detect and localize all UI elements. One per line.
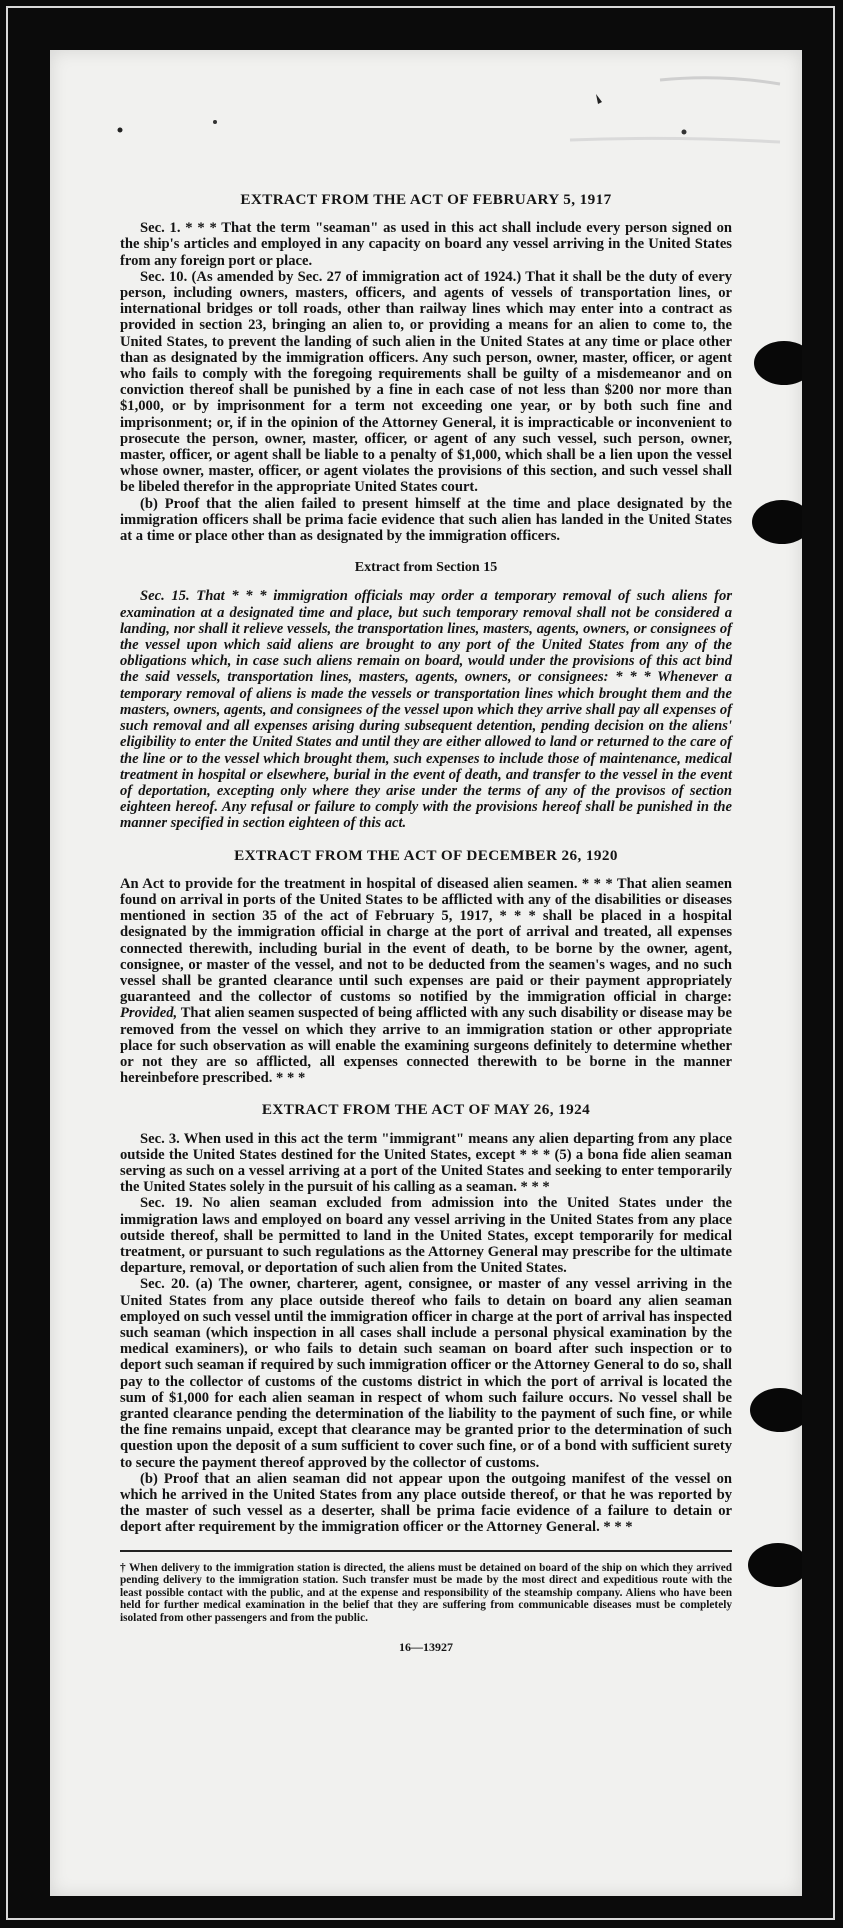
speck [118, 128, 123, 133]
document-page [50, 50, 802, 1896]
bleed-through [570, 138, 780, 142]
punch-hole [750, 1388, 802, 1432]
paragraph-act-1920-part-a: An Act to provide for the treatment in hospital of diseased alien seamen. * * * That alien seamen found on arrival in ports of the United States to be afflicted with any of the disabilities or diseases mentioned in section 35 of the act of February 5, 1917, * * * shall be placed in a hospital designated by the immigration official in charge at the port of arrival and treated, all expenses connected therewith, including burial in the event of death, to be borne by the owner, agent, consignee, or master of the vessel, and not to be deducted from the seamen's wages, and no such vessel shall be granted clearance until such expenses are paid or their payment appropriately guaranteed and the collector of customs so notified by the immigration official in charge: [120, 875, 732, 1006]
provided-clause: Provided, [120, 1005, 178, 1022]
speck [213, 120, 217, 124]
scan-frame [6, 6, 835, 1920]
paragraph-sec-1: Sec. 1. * * * That the term "seaman" as used in this act shall include every person signed on the ship's articles and employed in any capacity on board any vessel arriving in the United States from any foreign port or place. [120, 220, 732, 269]
paragraph-act-1920-part-b: That alien seamen suspected of being afflicted with any such disability or disease may be removed from the vessel on which they arrive to an immigration station or other appropriate place for such observation as will enable the examining surgeons definitely to determine whether or not they are so afflicted, all expenses connected therewith to be borne in the manner hereinbefore prescribed. * * * [120, 1005, 733, 1087]
paragraph-sec-19: Sec. 19. No alien seaman excluded from admission into the United States under the immigration laws and employed on board any vessel arriving in the United States from any place outside thereof, shall be permitted to land in the United States, except temporarily for medical treatment, or pursuant to such regulations as the Attorney General may prescribe for the ultimate departure, removal, or deportation of such alien from the United States. [120, 1195, 732, 1277]
paragraph-sec-20-b: (b) Proof that an alien seaman did not appear upon the outgoing manifest of the vessel on which he arrived in the United States from any place outside thereof, or that he was reported by the master of such vessel as a deserter, shall be prima facie evidence of a failure to detain or deport after requirement by the immigration officer or the Attorney General. * * * [120, 1470, 732, 1536]
speck [682, 130, 687, 135]
paragraph-sec-15: Sec. 15. That * * * immigration officials may order a temporary removal of such aliens for examination at a designated time and place, but such temporary removal shall not be considered a landing, nor shall it relieve vessels, the transportation lines, masters, agents, owners, or consignees of the vessel upon which said aliens are brought to any port of the United States from any of the obligations which, in case such aliens remain on board, would under the provisions of this act bind the said vessels, transportation lines, masters, agents, owners, or consignees: * * * Whenever a temporary removal of aliens is made the vessels or transportation lines which brought them and the masters, owners, agents, and consignees of the vessel upon which they arrive shall pay all expenses of such removal and all expenses arising during subsequent detention, pending decision on the aliens' eligibility to enter the United States and until they are either allowed to land or returned to the care of the line or to the vessel which brought them, such expenses to include those of maintenance, medical treatment in hospital or elsewhere, burial in the event of death, and transfer to the vessel in the event of deportation, excepting only where they arise under the terms of any of the provisos of section eighteen hereof. Any refusal or failure to comply with the provisions hereof shall be punished in the manner specified in section eighteen of this act. [120, 588, 732, 832]
paragraph-sec-3: Sec. 3. When used in this act the term "immigrant" means any alien departing from any place outside the United States destined for the United States, except * * * (5) a bona fide alien seaman serving as such on a vessel arriving at a port of the United States and seeking to enter temporarily the United States solely in the pursuit of his calling as a seaman. * * * [120, 1130, 732, 1196]
punch-hole [752, 500, 802, 544]
footnote: † When delivery to the immigration station is directed, the aliens must be detained on board of the ship on which they arrived pending delivery to the immigration station. Such transfer must be made by the most direct and expeditious route with the least possible contact with the public, and at the expense and responsibility of the steamship company. Aliens who have been held for further medical examination in the belief that they are suffering from communicable diseases must be completely isolated from other passengers and from the public. [120, 1561, 732, 1625]
heading-section-15: Extract from Section 15 [354, 560, 498, 576]
bleed-through [660, 78, 780, 84]
punch-hole [754, 341, 802, 385]
paragraph-sec-10-b: (b) Proof that the alien failed to present himself at the time and place designated by the immigration officers shall be prima facie evidence that such alien has landed in the United States at a time or place other than as designated by the immigration officers. [120, 495, 732, 545]
heading-act-1924: EXTRACT FROM THE ACT OF MAY 26, 1924 [261, 1101, 591, 1119]
paragraph-sec-10: Sec. 10. (As amended by Sec. 27 of immigration act of 1924.) That it shall be the duty of every person, including owners, masters, officers, and agents of vessels of transportation lines, or international bridges or toll roads, other than railway lines which may enter into a contract as provided in section 23, bringing an alien to, or providing a means for an alien to come to, the United States, to prevent the landing of such alien in the United States at any time or place other than as designated by the immigration officers. Any such person, owner, master, officer, or agent who fails to comply with the foregoing requirements shall be guilty of a misdemeanor and on conviction thereof shall be punished by a fine in each case of not less than $200 nor more than $1,000, or by imprisonment for a term not exceeding one year, or by both such fine and imprisonment; or, if in the opinion of the Attorney General, it is impracticable or inconvenient to prosecute the person, owner, master, officer, or agent of any such vessel, such person, owner, master, officer, or agent shall be liable to a penalty of $1,000, which shall be a lien upon the vessel whose owner, master, officer, or agent violates the provisions of this section, and such vessel shall be libeled therefor in the appropriate United States court. [120, 268, 732, 496]
heading-act-1920: EXTRACT FROM THE ACT OF DECEMBER 26, 1920 [234, 846, 618, 864]
form-number: 16—13927 [399, 1639, 453, 1654]
paragraph-act-1920 [120, 876, 732, 1087]
speck [596, 94, 602, 104]
punch-hole [748, 1543, 802, 1587]
document-body [120, 192, 732, 1655]
paragraph-sec-20-a: Sec. 20. (a) The owner, charterer, agent, consignee, or master of any vessel arriving in the United States from any place outside thereof who fails to detain on board any alien seaman employed on such vessel until the immigration officer in charge at the port of arrival has inspected such seaman (which inspection in all cases shall include a personal physical examination by the medical examiners), or who fails to detain such seaman on board after such inspection or to deport such seaman if required by such immigration officer or the Attorney General to do so, shall pay to the collector of customs of the customs district in which the port of arrival is located the sum of $1,000 for each alien seaman in respect of whom such failure occurs. No vessel shall be granted clearance pending the determination of the liability to the payment of such fine, or while the fine remains unpaid, except that clearance may be granted prior to the determination of such question upon the deposit of a sum sufficient to cover such fine, or of a bond with sufficient surety to secure the payment thereof approved by the collector of customs. [120, 1276, 732, 1471]
footnote-divider [120, 1550, 732, 1552]
heading-act-1917: EXTRACT FROM THE ACT OF FEBRUARY 5, 1917 [240, 191, 612, 208]
